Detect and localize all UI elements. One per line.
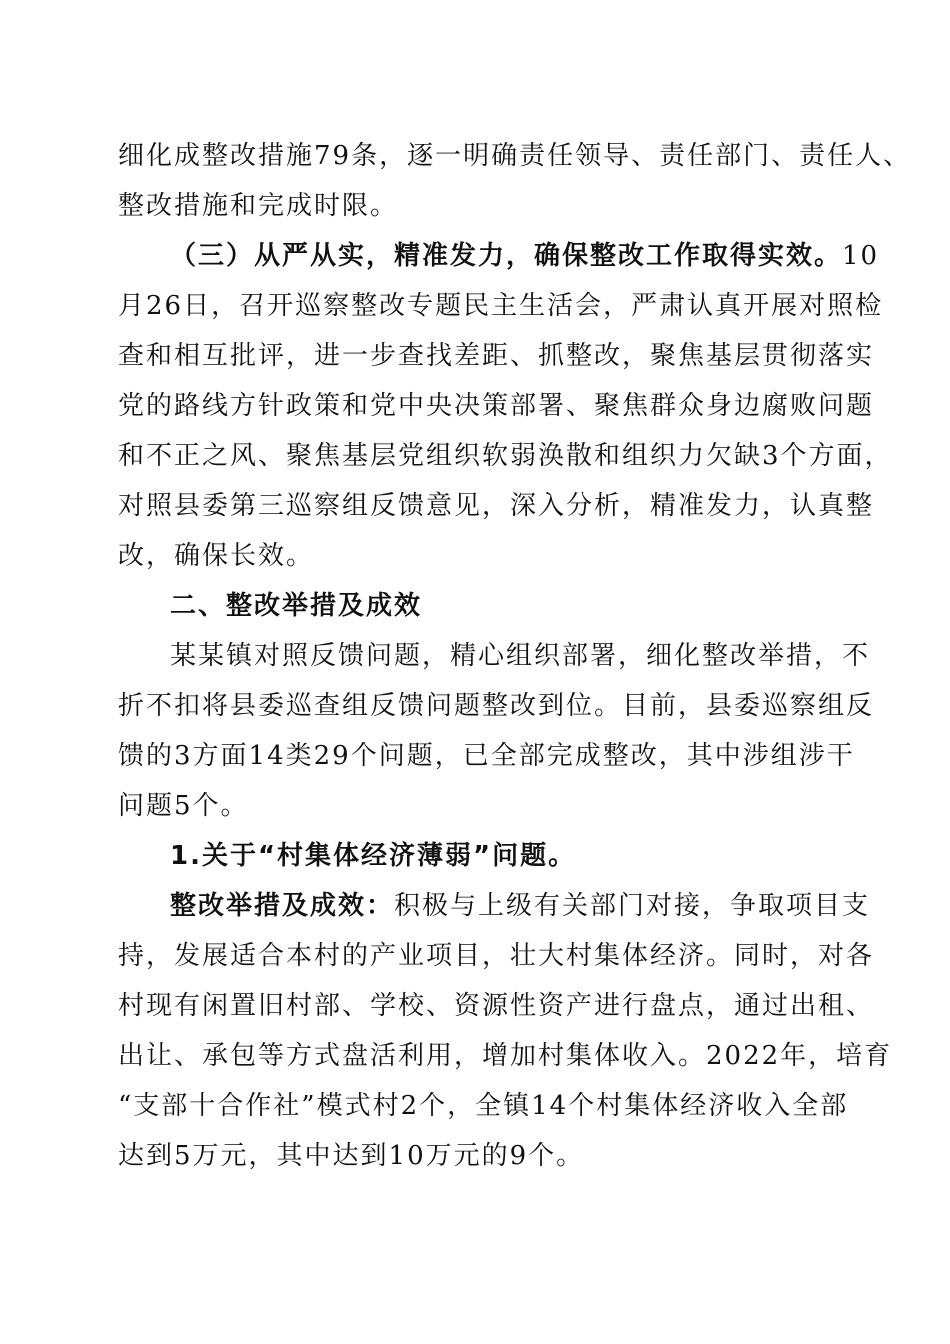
paragraph-line: 查和相互批评，进一步查找差距、抓整改，聚焦基层贯彻落实 — [118, 341, 875, 371]
section-lead-bold: （三）从严从实，精准发力，确保整改工作取得实效。 — [170, 241, 843, 271]
paragraph-line: 某某镇对照反馈问题，精心组织部署，细化整改举措，不 — [170, 641, 871, 671]
paragraph-line: 出让、承包等方式盘活利用，增加村集体收入。2022年，培育 — [118, 1041, 893, 1071]
paragraph-line: 村现有闲置旧村部、学校、资源性资产进行盘点，通过出租、 — [118, 991, 875, 1021]
paragraph-line — [118, 231, 880, 281]
paragraph-line: 细化成整改措施79条，逐一明确责任领导、责任部门、责任人、 — [118, 141, 912, 171]
paragraph-text: 10 — [842, 241, 880, 271]
paragraph-line: 持，发展适合本村的产业项目，壮大村集体经济。同时，对各 — [118, 941, 875, 971]
paragraph-line: 问题5个。 — [118, 791, 249, 821]
measures-lead-bold: 整改举措及成效： — [170, 891, 395, 921]
paragraph-line: “支部十合作社”模式村2个，全镇14个村集体经济收入全部 — [118, 1091, 849, 1121]
paragraph-line: 月26日，召开巡察整改专题民主生活会，严肃认真开展对照检 — [118, 291, 884, 321]
paragraph-line: 改，确保长效。 — [118, 541, 315, 571]
paragraph-line: 和不正之风、聚焦基层党组织软弱涣散和组织力欠缺3个方面， — [118, 441, 893, 471]
paragraph-line — [118, 881, 871, 931]
paragraph-line: 整改措施和完成时限。 — [118, 191, 399, 221]
paragraph-line: 馈的3方面14类29个问题，已全部完成整改，其中涉组涉干 — [118, 741, 855, 771]
paragraph-line: 折不扣将县委巡查组反馈问题整改到位。目前，县委巡察组反 — [118, 691, 875, 721]
document-page — [118, 131, 912, 1181]
paragraph-line: 党的路线方针政策和党中央决策部署、聚焦群众身边腐败问题 — [118, 391, 875, 421]
subsection-heading: 1.关于“村集体经济薄弱”问题。 — [170, 841, 577, 871]
paragraph-line: 达到5万元，其中达到10万元的9个。 — [118, 1141, 585, 1171]
paragraph-text: 积极与上级有关部门对接，争取项目支 — [394, 891, 871, 921]
section-heading: 二、整改举措及成效 — [170, 591, 423, 621]
paragraph-line: 对照县委第三巡察组反馈意见，深入分析，精准发力，认真整 — [118, 491, 875, 521]
